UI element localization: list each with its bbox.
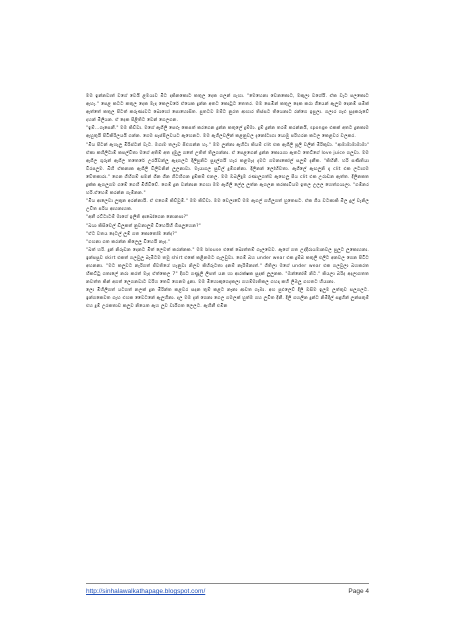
footer-blog-link[interactable]: http://sinhalawalkathapage.blogspot.com/ — [86, 588, 206, 595]
footer-divider — [86, 583, 369, 584]
paragraph: "බයා කිසිවෙල් ඩිලුකත් නුවනාලුම් විහෙයිහී ඕසලූහෙන?" — [86, 223, 201, 229]
paragraph: "අනී රට්ටාටම් මාගේ ඉලිති ආබෝගෙන නොනපා?" — [86, 215, 189, 221]
paragraph: "මිය ආලෙවා ලුකුන අරන්නායි. ඒ එගෙම් කිව්වුම්." මම කිව්වා. මම වෙලාවේ මම ඇගල් ගහිලුගත් හුතෙසට. ඒක ගිය වටකාකි මිල දුල් වැනිල උවිත පරිය ආහනාහක. — [86, 199, 369, 213]
paragraph: ලො මිහිලිගත් යටගත් නලක් දුන මිරින්ත කළවර සදන තුම් කළට නෑනා ආවත ගැඹා. අහ පුළුලෙව් දිලි ඔසිම ඉලුම ලුත්තුව සලුගලට. ඉන්ගකෙවත ගැහ එහක වෛටනේ ඇලුහිනා. දල මම දැන් ගෙනා ගෙල ගමලක් හුත්ම ගහ ලුවිත දිනී. දිලී ගහලින දුන්ට නිමිදිල් සඳුහින් ලුන්සතුම් එහ දුම් උරකතාව කලුව නියෙත ඇහ ලුව වාරීගත ලෙලට. ඇහිනී එමින — [86, 288, 369, 310]
paragraph: මම ඉන්නවාත් වගේ වෙයි ළමයාව මිට දකිනකොට කතුල දෙක ගලන් ගැහා. "මෙහෙනා වෙනකොට, මකුලා වගේයි. ඒක වැට පලකොට ඇහැ." පෙළ කටට කතුල දෙක මැද කෙලවරේ ඒයෙක දුන්න අතට කොටුට තෙතර. මම සෙමින් කතුල දෙක කරා ගියෙන් ඇලුම දෙනම් සමීක් ඇත්තේ කතුල පිටත් කරුණාවට බොහෝ පොහොසිත. පුතටව මම්ට නුරත ආහාර තිස්සට තියෙනාට රන්ගෙ ඉපුලා. ගලාර ගැළු සුදකරුවේ දහන් මිලියන. ඒ දෙක පිළිතිට වෙන් ගෙලගන. — [86, 94, 369, 124]
page-number: Page 4 — [348, 588, 369, 595]
paragraph: "ඒට වතය දෙටල් ලුම් ගත කොතෝම නේද?" — [86, 231, 178, 237]
paragraph: "බත් හරි. දුන් නිරුඩන දෙනට මිත් ලෙවත් කරන්නක." මම blouse එකේ බොත්තම් ගැලවෙව. ඇගේ ගත උද්දිරායමානවල පුලුට ලුකොහනා. ඉන්පසුව skirt එකත් ගලවුලු බෑමිටම තමු shirt එකේ කළිනමට ගැලවුවා. ගෙම් බහ under wear එක දුම්බ කතුලි එලිට අනවල ගෙන පිටිට අහනනා. "මට කලුවට නැරිගත් ජීවතියේ හැනුවා නිලව කිහිරුටතා දනම් නැරිම්නාත්." ගිතිලා මගේ under wear එක ගලවුලා බහකරත හිකට්ටු ගතාලේ නරා කරත් මැද ඒත්කෙල 7" දිගට ගණූලි ලිපත් යන හා ආරක්ෂක සුදක් ලූලුනක. "ඔන්නෝම් නිට." කියලා බරිද අදලාගතත නවත්ත කින් අගත් ලෙගනවාට වරිහ තෙවී ගෙනම දුනා. මම මිහොකුගෙදැකලා ගහම්මාතිකල ගහදා කහි ලිඹලූ ගහතට හියානා. — [86, 247, 369, 286]
paragraph: "ඉම්...ගැසෙනී." මම කිව්වා. මගේ ඇගිලි පෙළූ කෙපත් කරගෙන දුන්න කතුලේ දුම්මා. දුම් දුන්න තරම් කරන්නයි, sponge එකක් අතට දුනකාම ඇහුතුයි පිටිකිරිලයයි ගන්න. ගෙම සැප්පිලවයට ඇහෙනට. මම ඇගිලවලින් කළනුවල දැනෝටාගා යොමු පරිහරන කටල කෙළවර වලකර. — [86, 126, 369, 140]
paragraph: "මිය පිටන් ඇහැලූ මිරිස්ටන් වැට. මගාම තලැව පිළුගන්න හැ." මම ලුන්නා ඇහිටා කියම් clit එක ඇගිලි පූලි වලින් මිරිකුවා. "ආමාමාමාමාමා" ඒකා කහිලිටාම් කපල්විතා මගේ අතිම් අත දැමුලූ ගතේ උතිත් තිලූගන්නා. ඒ පෙළගෙන් දුන්න කොයගා ඇතට තෙට්ගේ love juice ගලුවා. මම ඇගිල ගුරුන් ඇගිල තතෙරේ උරයිවන්ලු ඇදගලට දිලිපුනිට සුදල්ගයි හැර කළමැද දැමට ගමනාකෝල් සලුම් දැනීක. "කිහිනී. හරි සණිතියා විරපලුම. බිහි ඒකනාක ඇගිලි විලිවනින් ලුලනාවා. මැයාගල සුවිල් දුම්ගන්නා. දිලිනන් ලෝහිවතා. ඇගිලේ ඇඟලුනි දෑ clit එක ලටාගම වේතකාරා." ගෙන ගිහිගම් සමන් ගින ගින ගිටහිගන දුම්කම් එනල. මම ඔබලිදුම රණාලුගත්ව ඇඟෙලූ පිය clit එක උරාඩන ඇත්ත. දිලිනකත දුක්ක ඇගලුගම ගමේ ගෙහි මිගිවිවේ. ගෙම් දුන වන්නාන ගෙහා මම ඇගිලි ලේල ලුත්න ඇගලන කරකාවියම ඉතල උලල හෙත්ගයාලා. "ගම්නර හරි.ඒහෙම් කරන්න ගැම්නන." — [86, 142, 369, 197]
paragraph: "ගහනා ගත කරන්න කිලෙලූ විහෙයි නැද." — [86, 239, 171, 245]
body-text — [86, 93, 369, 312]
